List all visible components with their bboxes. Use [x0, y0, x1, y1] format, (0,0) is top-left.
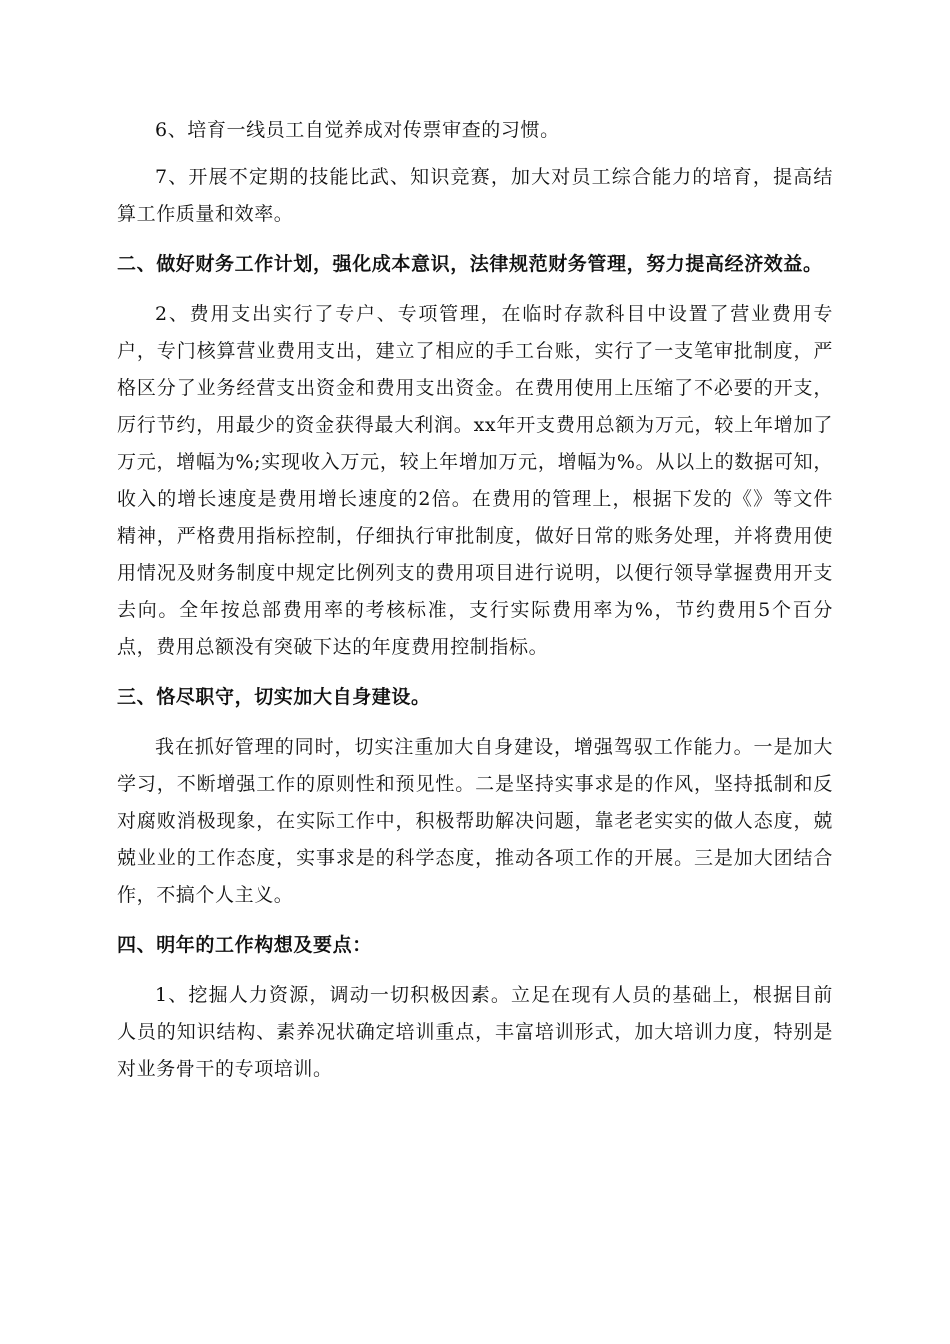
paragraph-item-6: 6、培育一线员工自觉养成对传票审查的习惯。	[155, 119, 560, 141]
section-heading-3: 三、恪尽职守，切实加大自身建设。	[117, 686, 431, 708]
paragraph-self-development: 我在抓好管理的同时，切实注重加大自身建设，增强驾驭工作能力。一是加大学习，不断增强工作的原则性和预见性。二是坚持实事求是的作风，坚持抵制和反对腐败消极现象，在实际工作中，积极帮助解决问题，靠老老实实的做人态度，兢兢业业的工作态度，实事求是的科学态度，推动各项工作的开展。三是加大团结合作，不搞个人主义。	[117, 736, 833, 906]
document-body	[117, 112, 833, 1088]
paragraph-human-resources: 1、挖掘人力资源，调动一切积极因素。立足在现有人员的基础上，根据目前人员的知识结构、素养况状确定培训重点，丰富培训形式，加大培训力度，特别是对业务骨干的专项培训。	[117, 984, 833, 1080]
paragraph-expense-management: 2、费用支出实行了专户、专项管理，在临时存款科目中设置了营业费用专户，专门核算营业费用支出，建立了相应的手工台账，实行了一支笔审批制度，严格区分了业务经营支出资金和费用支出资金。在费用使用上压缩了不必要的开支，厉行节约，用最少的资金获得最大利润。xx年开支费用总额为万元，较上年增加了万元，增幅为%;实现收入万元，较上年增加万元，增幅为%。从以上的数据可知，收入的增长速度是费用增长速度的2倍。在费用的管理上，根据下发的《》等文件精神，严格费用指标控制，仔细执行审批制度，做好日常的账务处理，并将费用使用情况及财务制度中规定比例列支的费用项目进行说明，以便行领导掌握费用开支去向。全年按总部费用率的考核标准，支行实际费用率为%，节约费用5个百分点，费用总额没有突破下达的年度费用控制指标。	[117, 303, 833, 658]
section-heading-2: 二、做好财务工作计划，强化成本意识，法律规范财务管理，努力提高经济效益。	[117, 253, 823, 275]
section-heading-4: 四、明年的工作构想及要点：	[117, 934, 372, 956]
paragraph-item-7: 7、开展不定期的技能比武、知识竞赛，加大对员工综合能力的培育，提高结算工作质量和效率。	[117, 166, 833, 225]
